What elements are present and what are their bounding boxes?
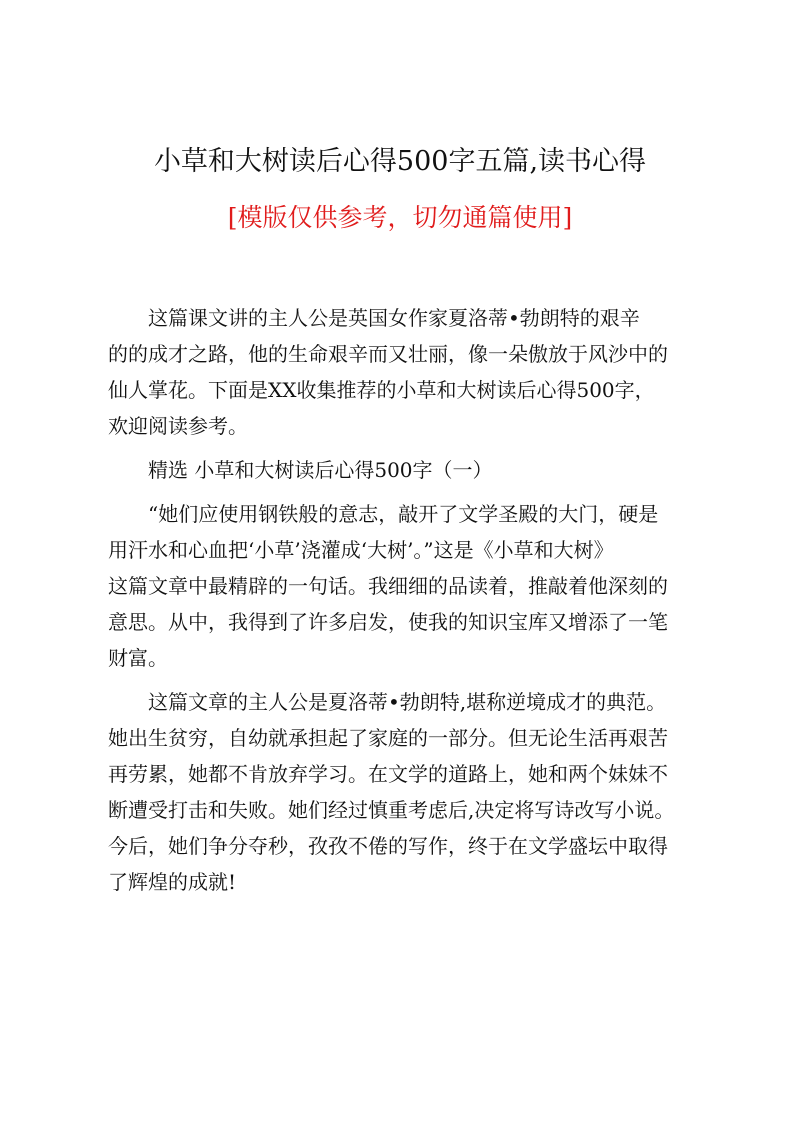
paragraph-2 xyxy=(108,684,716,900)
paragraph-gap xyxy=(108,488,716,496)
document-body xyxy=(108,300,716,900)
paragraph-gap xyxy=(108,444,716,452)
template-notice: [模版仅供参考，切勿通篇使用] xyxy=(227,203,573,232)
paragraph-line: “她们应使用钢铁般的意志，敲开了文学圣殿的大门，硬是 xyxy=(148,502,659,526)
paragraph-1 xyxy=(108,496,716,676)
intro-line: 欢迎阅读参考。 xyxy=(108,414,248,438)
intro-line: 这篇课文讲的主人公是英国女作家夏洛蒂•勃朗特的艰辛 xyxy=(148,306,640,330)
intro-line: 的的成才之路，他的生命艰辛而又壮丽，像一朵傲放于风沙中的 xyxy=(108,342,668,366)
paragraph-gap xyxy=(108,676,716,684)
paragraph-line: 她出生贫穷，自幼就承担起了家庭的一部分。但无论生活再艰苦 xyxy=(108,726,668,750)
intro-paragraph xyxy=(108,300,716,444)
paragraph-line: 再劳累，她都不肯放弃学习。在文学的道路上，她和两个妹妹不 xyxy=(108,762,668,786)
paragraph-line: 财富。 xyxy=(108,646,168,670)
document-title: 小草和大树读后心得500字五篇,读书心得 xyxy=(153,146,647,177)
paragraph-line: 这篇文章的主人公是夏洛蒂•勃朗特,堪称逆境成才的典范。 xyxy=(148,690,667,714)
paragraph-line: 了辉煌的成就! xyxy=(108,870,237,894)
paragraph-line: 意思。从中，我得到了许多启发，使我的知识宝库又增添了一笔 xyxy=(108,610,668,634)
paragraph-line: 这篇文章中最精辟的一句话。我细细的品读着，推敲着他深刻的 xyxy=(108,574,668,598)
paragraph-line: 断遭受打击和失败。她们经过慎重考虑后,决定将写诗改写小说。 xyxy=(108,798,675,822)
paragraph-line: 今后，她们争分夺秒，孜孜不倦的写作，终于在文学盛坛中取得 xyxy=(108,834,668,858)
intro-line: 仙人掌花。下面是XX收集推荐的小草和大树读后心得500字， xyxy=(108,378,655,402)
paragraph-line: 用汗水和心血把‘小草’浇灌成‘大树’。”这是《小草和大树》 xyxy=(108,538,614,562)
section-heading: 精选 小草和大树读后心得500字（一） xyxy=(148,458,493,482)
